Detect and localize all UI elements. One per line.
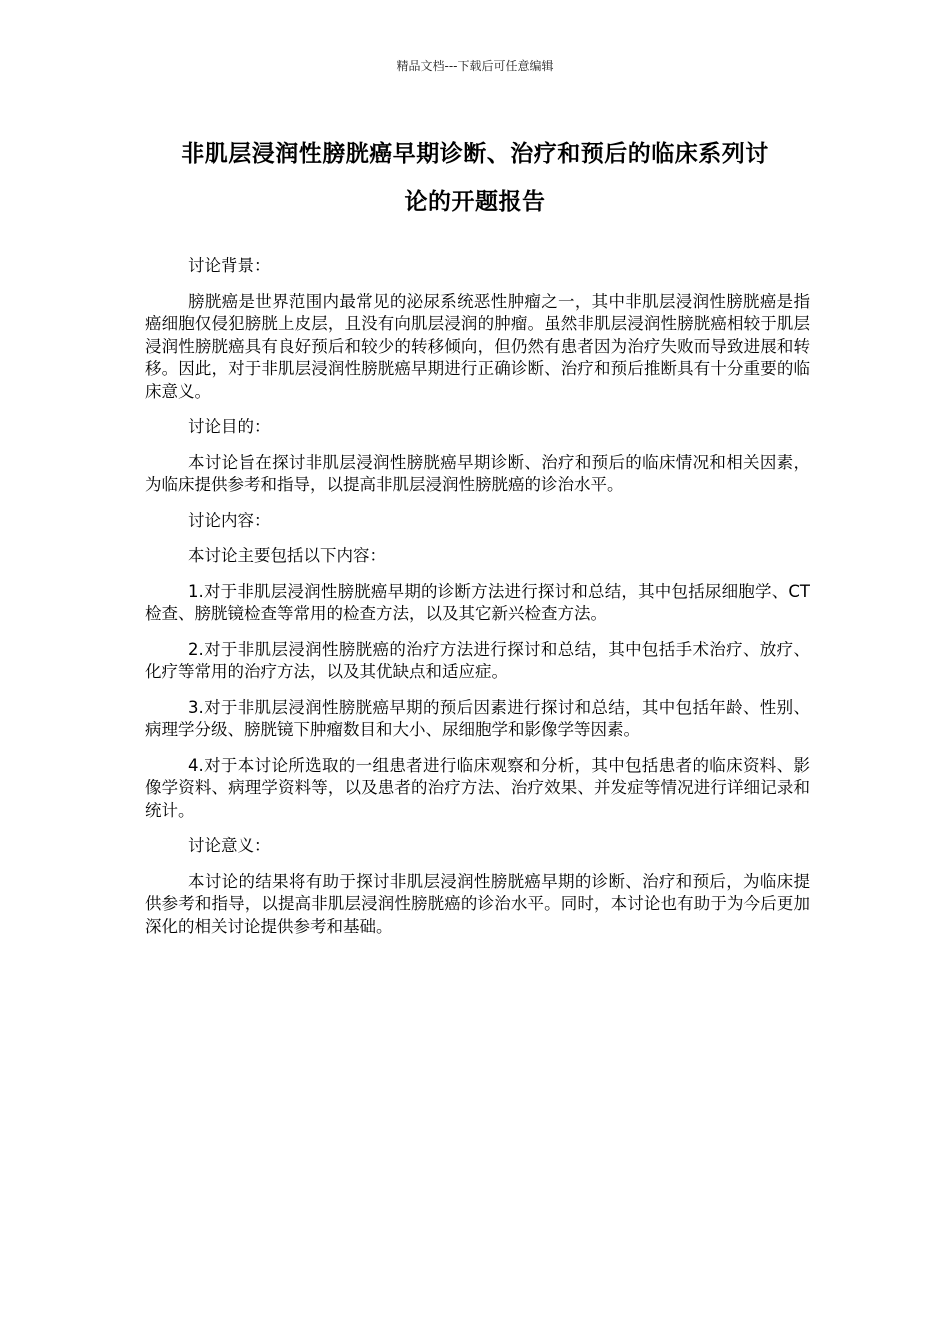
section-heading-background: 讨论背景： [188,256,271,275]
content-item-3: 3.对于非肌层浸润性膀胱癌早期的预后因素进行探讨和总结，其中包括年龄、性别、病理学分级、膀胱镜下肿瘤数目和大小、尿细胞学和影像学等因素。 [145,697,810,739]
content-item-4: 4.对于本讨论所选取的一组患者进行临床观察和分析，其中包括患者的临床资料、影像学资料、病理学资料等，以及患者的治疗方法、治疗效果、并发症等情况进行详细记录和统计。 [145,755,810,820]
content-item-1: 1.对于非肌层浸润性膀胱癌早期的诊断方法进行探讨和总结，其中包括尿细胞学、CT 检查、膀胱镜检查等常用的检查方法，以及其它新兴检查方法。 [145,581,810,623]
document-title [145,130,805,226]
page-header: 精品文档---下载后可任意编辑 [396,59,554,73]
paragraph-purpose: 本讨论旨在探讨非肌层浸润性膀胱癌早期诊断、治疗和预后的临床情况和相关因素，为临床提供参考和指导，以提高非肌层浸润性膀胱癌的诊治水平。 [145,452,810,494]
section-heading-content: 讨论内容： [188,510,271,530]
section-heading-purpose: 讨论目的： [188,417,271,436]
content-item-2: 2.对于非肌层浸润性膀胱癌的治疗方法进行探讨和总结，其中包括手术治疗、放疗、化疗等常用的治疗方法，以及其优缺点和适应症。 [145,639,810,681]
document-body [145,255,810,951]
section-heading-significance: 讨论意义： [188,836,271,855]
paragraph-background: 膀胱癌是世界范围内最常见的泌尿系统恶性肿瘤之一，其中非肌层浸润性膀胱癌是指癌细胞仅侵犯膀胱上皮层，且没有向肌层浸润的肿瘤。虽然非肌层浸润性膀胱癌相较于肌层浸润性膀胱癌具有良好预后和较少的转移倾向，但仍然有患者因为治疗失败而导致进展和转移。因此，对于非肌层浸润性膀胱癌早期进行正确诊断、治疗和预后推断具有十分重要的临床意义。 [145,291,810,401]
title-line-1: 非肌层浸润性膀胱癌早期诊断、治疗和预后的临床系列讨 [181,141,769,167]
title-line-2: 论的开题报告 [404,189,546,215]
paragraph-significance: 本讨论的结果将有助于探讨非肌层浸润性膀胱癌早期的诊断、治疗和预后，为临床提供参考和指导，以提高非肌层浸润性膀胱癌的诊治水平。同时，本讨论也有助于为今后更加深化的相关讨论提供参考和基础。 [145,871,810,936]
content-intro: 本讨论主要包括以下内容： [188,546,386,565]
